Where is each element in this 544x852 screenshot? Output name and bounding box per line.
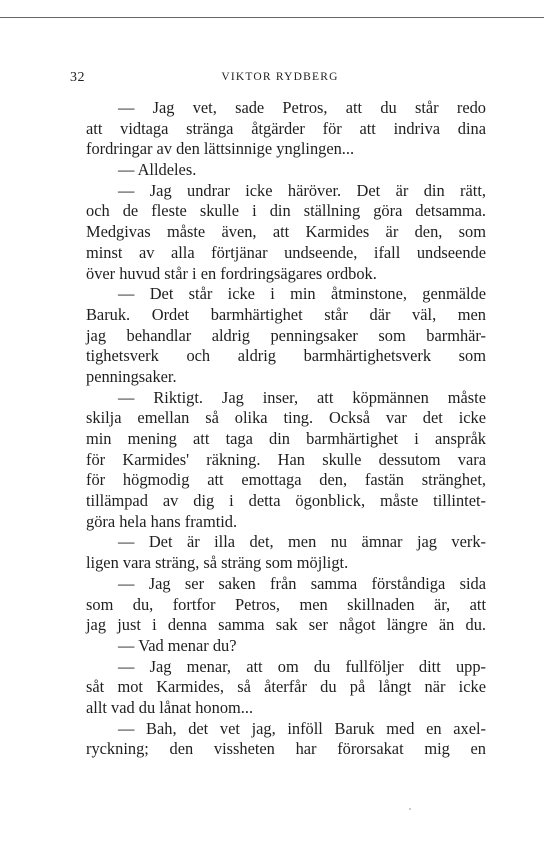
text-line: ryckning; den vissheten har förorsakat mig en — [86, 739, 486, 759]
body-text — [86, 98, 486, 760]
text-line: för Karmides' räkning. Han skulle dessutom vara — [86, 449, 486, 469]
text-line: allt vad du lånat honom... — [86, 697, 254, 717]
text-line: Baruk. Ordet barmhärtighet står där väl, men — [86, 304, 486, 324]
text-line: jag just i denna samma sak ser något längre än du. — [86, 615, 486, 635]
text-line: — Riktigt. Jag inser, att köpmännen måste — [118, 387, 486, 407]
text-line: och de fleste skulle i din ställning göra detsamma. — [86, 201, 486, 221]
text-line: ligen vara sträng, så sträng som möjligt. — [86, 553, 349, 573]
text-line: — Jag ser saken från samma förståndiga sida — [118, 573, 486, 593]
text-line: penningsaker. — [86, 366, 177, 386]
speck — [409, 808, 411, 810]
text-line: tighetsverk och aldrig barmhärtighetsverk som — [86, 346, 486, 366]
page-header — [70, 70, 490, 88]
text-line: för högmodig att emottaga den, fastän stränghet, — [86, 470, 486, 490]
text-line: min mening att taga din barmhärtighet i anspråk — [86, 429, 486, 448]
text-line: som du, fortfor Petros, men skillnaden är, att — [86, 594, 486, 614]
text-line: Medgivas måste även, att Karmides är den, som — [86, 222, 486, 242]
text-line: minst av alla förtjänar undseende, ifall undseende — [86, 242, 486, 262]
text-line: — Jag vet, sade Petros, att du står redo — [118, 98, 486, 117]
text-line: skilja emellan så olika ting. Också var det icke — [86, 408, 486, 428]
text-line: — Alldeles. — [118, 160, 197, 180]
text-line: jag behandlar aldrig penningsaker som barmhär- — [86, 325, 486, 345]
text-line: — Vad menar du? — [118, 635, 237, 655]
text-line: — Jag undrar icke häröver. Det är din rätt, — [118, 180, 486, 200]
top-rule — [0, 17, 544, 18]
text-line: göra hela hans framtid. — [86, 511, 238, 531]
text-line: fordringar av den lättsinnige ynglingen... — [86, 139, 355, 159]
text-line: — Det står icke i min åtminstone, genmälde — [118, 284, 486, 304]
text-line: över huvud står i en fordringsägares ordbok. — [86, 263, 377, 283]
text-line: såt mot Karmides, så återfår du på långt när icke — [86, 677, 486, 697]
text-line: — Det är illa det, men nu ämnar jag verk- — [118, 532, 486, 552]
text-line: — Jag menar, att om du fullföljer ditt upp- — [118, 656, 486, 676]
running-head: VIKTOR RYDBERG — [221, 71, 339, 83]
text-line: — Bah, det vet jag, inföll Baruk med en axel- — [118, 718, 486, 738]
page-number: 32 — [70, 70, 85, 85]
text-line: att vidtaga stränga åtgärder för att indriva dina — [86, 118, 486, 138]
text-line: tillämpad av dig i detta ögonblick, måste tillintet- — [86, 491, 486, 511]
